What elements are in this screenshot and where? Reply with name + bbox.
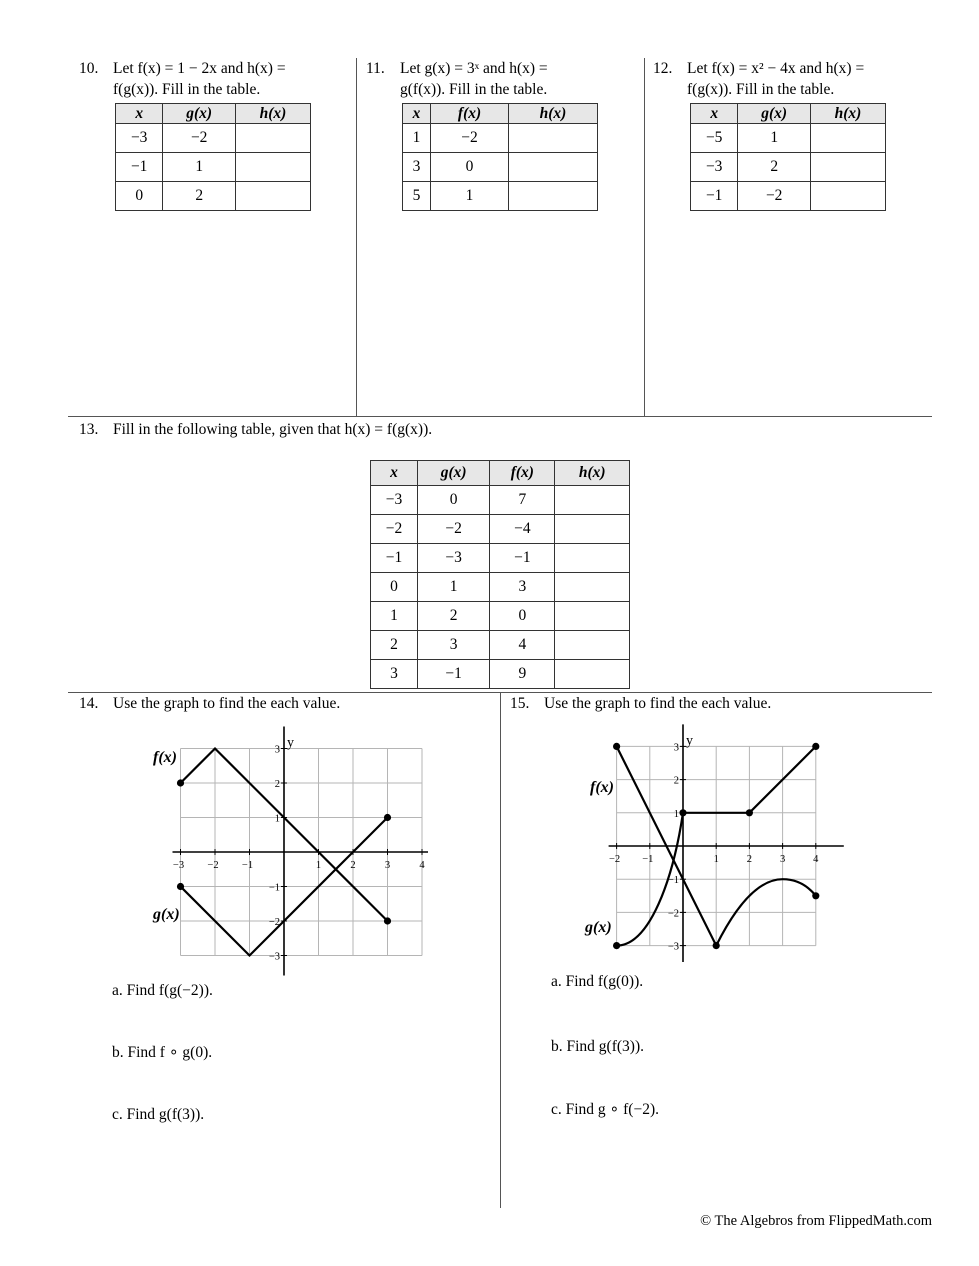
problem-text: Use the graph to find the each value. xyxy=(113,695,341,712)
table-row xyxy=(403,182,598,211)
part-15b: b. Find g(f(3)). xyxy=(551,1038,644,1055)
x-tick-label: 4 xyxy=(419,860,425,871)
col-header: x xyxy=(371,461,418,486)
cell: 0 xyxy=(418,486,490,515)
cell: 3 xyxy=(403,153,431,182)
divider-14-15 xyxy=(500,692,501,1208)
cell: 4 xyxy=(490,631,555,660)
cell: −2 xyxy=(418,515,490,544)
x-tick-label: −2 xyxy=(609,854,621,865)
answer-cell[interactable] xyxy=(555,515,630,544)
problem-text-line2: f(g(x)). Fill in the table. xyxy=(113,81,261,98)
answer-cell[interactable] xyxy=(811,124,886,153)
divider-11-12 xyxy=(644,58,645,416)
endpoint-dot xyxy=(177,779,184,786)
cell: −5 xyxy=(691,124,738,153)
cell: −4 xyxy=(490,515,555,544)
endpoint-dot xyxy=(713,942,720,949)
cell: 1 xyxy=(418,573,490,602)
col-header: g(x) xyxy=(418,461,490,486)
y-tick-label: 3 xyxy=(274,744,280,756)
cell: 0 xyxy=(371,573,418,602)
endpoint-dot xyxy=(384,814,391,821)
problem-number: 13. xyxy=(79,421,99,438)
endpoint-dot xyxy=(746,809,753,816)
table-row xyxy=(116,182,311,211)
cell: −1 xyxy=(490,544,555,573)
cell: 3 xyxy=(371,660,418,689)
table-row xyxy=(116,124,311,153)
cell: 0 xyxy=(431,153,509,182)
y-axis-label: y xyxy=(686,733,693,749)
table-12 xyxy=(690,103,886,211)
cell: −2 xyxy=(431,124,509,153)
table-row xyxy=(371,486,630,515)
table-row xyxy=(116,153,311,182)
problem-15 xyxy=(510,693,771,714)
y-tick-label: 2 xyxy=(274,779,280,790)
cell: 2 xyxy=(371,631,418,660)
cell: 1 xyxy=(163,153,236,182)
problem-text-line1: Let g(x) = 3ˣ and h(x) = xyxy=(400,60,548,77)
table-row xyxy=(691,182,886,211)
x-tick-label: −1 xyxy=(241,860,254,871)
problem-12 xyxy=(653,58,943,100)
cell: −1 xyxy=(371,544,418,573)
col-header: h(x) xyxy=(236,104,311,124)
problem-13 xyxy=(79,419,432,440)
table-row xyxy=(403,153,598,182)
graph-15 xyxy=(582,722,852,962)
x-tick-label: 3 xyxy=(384,860,391,871)
cell: 9 xyxy=(490,660,555,689)
col-header: x xyxy=(116,104,163,124)
table-row xyxy=(403,124,598,153)
col-header: h(x) xyxy=(508,104,597,124)
answer-cell[interactable] xyxy=(555,602,630,631)
footer-credit: © The Algebros from FlippedMath.com xyxy=(700,1213,932,1229)
x-tick-label: −1 xyxy=(642,854,654,865)
answer-cell[interactable] xyxy=(555,631,630,660)
cell: −3 xyxy=(371,486,418,515)
answer-cell[interactable] xyxy=(236,124,311,153)
table-row xyxy=(691,153,886,182)
problem-text-line1: Let f(x) = 1 − 2x and h(x) = xyxy=(113,60,286,77)
x-tick-label: 3 xyxy=(779,854,786,865)
endpoint-dot xyxy=(812,892,819,899)
y-tick-label: −3 xyxy=(667,941,679,953)
g-series-label: g(x) xyxy=(153,906,180,923)
cell: 5 xyxy=(403,182,431,211)
part-14a: a. Find f(g(−2)). xyxy=(112,982,213,999)
cell: 1 xyxy=(403,124,431,153)
problem-text-line2: f(g(x)). Fill in the table. xyxy=(687,81,835,98)
part-15c: c. Find g ∘ f(−2). xyxy=(551,1101,659,1118)
problem-text-line1: Let f(x) = x² − 4x and h(x) = xyxy=(687,60,865,77)
y-tick-label: 1 xyxy=(673,808,679,820)
divider-10-11 xyxy=(356,58,357,416)
col-header: x xyxy=(403,104,431,124)
problem-10 xyxy=(79,58,349,100)
table-13 xyxy=(370,460,630,689)
problem-number: 10. xyxy=(79,60,99,77)
col-header: f(x) xyxy=(431,104,509,124)
y-tick-label: 3 xyxy=(673,742,679,754)
answer-cell[interactable] xyxy=(508,124,597,153)
x-tick-label: 2 xyxy=(350,860,356,871)
problem-text: Fill in the following table, given that h(x) = f(g(x)). xyxy=(113,421,433,438)
cell: −3 xyxy=(691,153,738,182)
y-tick-label: −3 xyxy=(268,951,280,963)
answer-cell[interactable] xyxy=(508,182,597,211)
answer-cell[interactable] xyxy=(811,153,886,182)
table-row xyxy=(371,602,630,631)
table-row xyxy=(371,515,630,544)
f-series-label: f(x) xyxy=(590,779,614,796)
f-series-label: f(x) xyxy=(153,749,177,766)
x-tick-label: −3 xyxy=(172,860,185,871)
problem-number: 14. xyxy=(79,695,99,712)
cell: 2 xyxy=(163,182,236,211)
answer-cell[interactable] xyxy=(555,486,630,515)
endpoint-dot xyxy=(679,809,686,816)
cell: 7 xyxy=(490,486,555,515)
y-tick-label: −2 xyxy=(667,908,679,920)
table-row xyxy=(371,631,630,660)
endpoint-dot xyxy=(384,917,391,924)
problem-text: Use the graph to find the each value. xyxy=(544,695,772,712)
x-tick-label: 4 xyxy=(813,854,819,865)
problem-number: 11. xyxy=(366,60,385,77)
table-10 xyxy=(115,103,311,211)
endpoint-dot xyxy=(812,743,819,750)
cell: 3 xyxy=(490,573,555,602)
cell: −2 xyxy=(163,124,236,153)
table-row xyxy=(371,660,630,689)
x-tick-label: 1 xyxy=(713,854,719,865)
col-header: x xyxy=(691,104,738,124)
cell: 1 xyxy=(738,124,811,153)
cell: −2 xyxy=(738,182,811,211)
endpoint-dot xyxy=(613,942,620,949)
answer-cell[interactable] xyxy=(508,153,597,182)
col-header: h(x) xyxy=(555,461,630,486)
col-header: f(x) xyxy=(490,461,555,486)
cell: −3 xyxy=(418,544,490,573)
y-axis-label: y xyxy=(287,735,294,751)
answer-cell[interactable] xyxy=(236,153,311,182)
cell: −1 xyxy=(418,660,490,689)
cell: 0 xyxy=(116,182,163,211)
y-tick-label: 2 xyxy=(673,775,679,787)
part-14c: c. Find g(f(3)). xyxy=(112,1106,205,1123)
answer-cell[interactable] xyxy=(236,182,311,211)
table-row xyxy=(371,573,630,602)
x-tick-label: 1 xyxy=(315,860,322,871)
cell: 0 xyxy=(490,602,555,631)
cell: −2 xyxy=(371,515,418,544)
problem-number: 15. xyxy=(510,695,530,712)
table-11 xyxy=(402,103,598,211)
col-header: g(x) xyxy=(163,104,236,124)
y-tick-label: −1 xyxy=(268,882,280,894)
y-tick-label: −2 xyxy=(268,917,280,928)
endpoint-dot xyxy=(177,883,184,890)
x-tick-label: 2 xyxy=(746,854,753,865)
problem-14 xyxy=(79,693,340,714)
part-14b: b. Find f ∘ g(0). xyxy=(112,1044,213,1061)
table-row xyxy=(371,544,630,573)
problem-11 xyxy=(366,58,636,100)
cell: 3 xyxy=(418,631,490,660)
problem-text-line2: g(f(x)). Fill in the table. xyxy=(400,81,548,98)
answer-cell[interactable] xyxy=(555,573,630,602)
y-tick-label: −1 xyxy=(667,875,679,887)
x-tick-label: −2 xyxy=(207,860,219,871)
cell: −1 xyxy=(116,153,163,182)
cell: −1 xyxy=(691,182,738,211)
cell: 2 xyxy=(418,602,490,631)
answer-cell[interactable] xyxy=(555,544,630,573)
cell: 2 xyxy=(738,153,811,182)
cell: −3 xyxy=(116,124,163,153)
divider-row1 xyxy=(68,416,932,417)
col-header: g(x) xyxy=(738,104,811,124)
col-header: h(x) xyxy=(811,104,886,124)
endpoint-dot xyxy=(613,743,620,750)
g-series-label: g(x) xyxy=(585,919,612,936)
graph-14 xyxy=(150,722,440,978)
cell: 1 xyxy=(431,182,509,211)
y-tick-label: 1 xyxy=(274,813,280,825)
part-15a: a. Find f(g(0)). xyxy=(551,973,644,990)
table-row xyxy=(691,124,886,153)
answer-cell[interactable] xyxy=(811,182,886,211)
answer-cell[interactable] xyxy=(555,660,630,689)
problem-number: 12. xyxy=(653,60,673,77)
cell: 1 xyxy=(371,602,418,631)
